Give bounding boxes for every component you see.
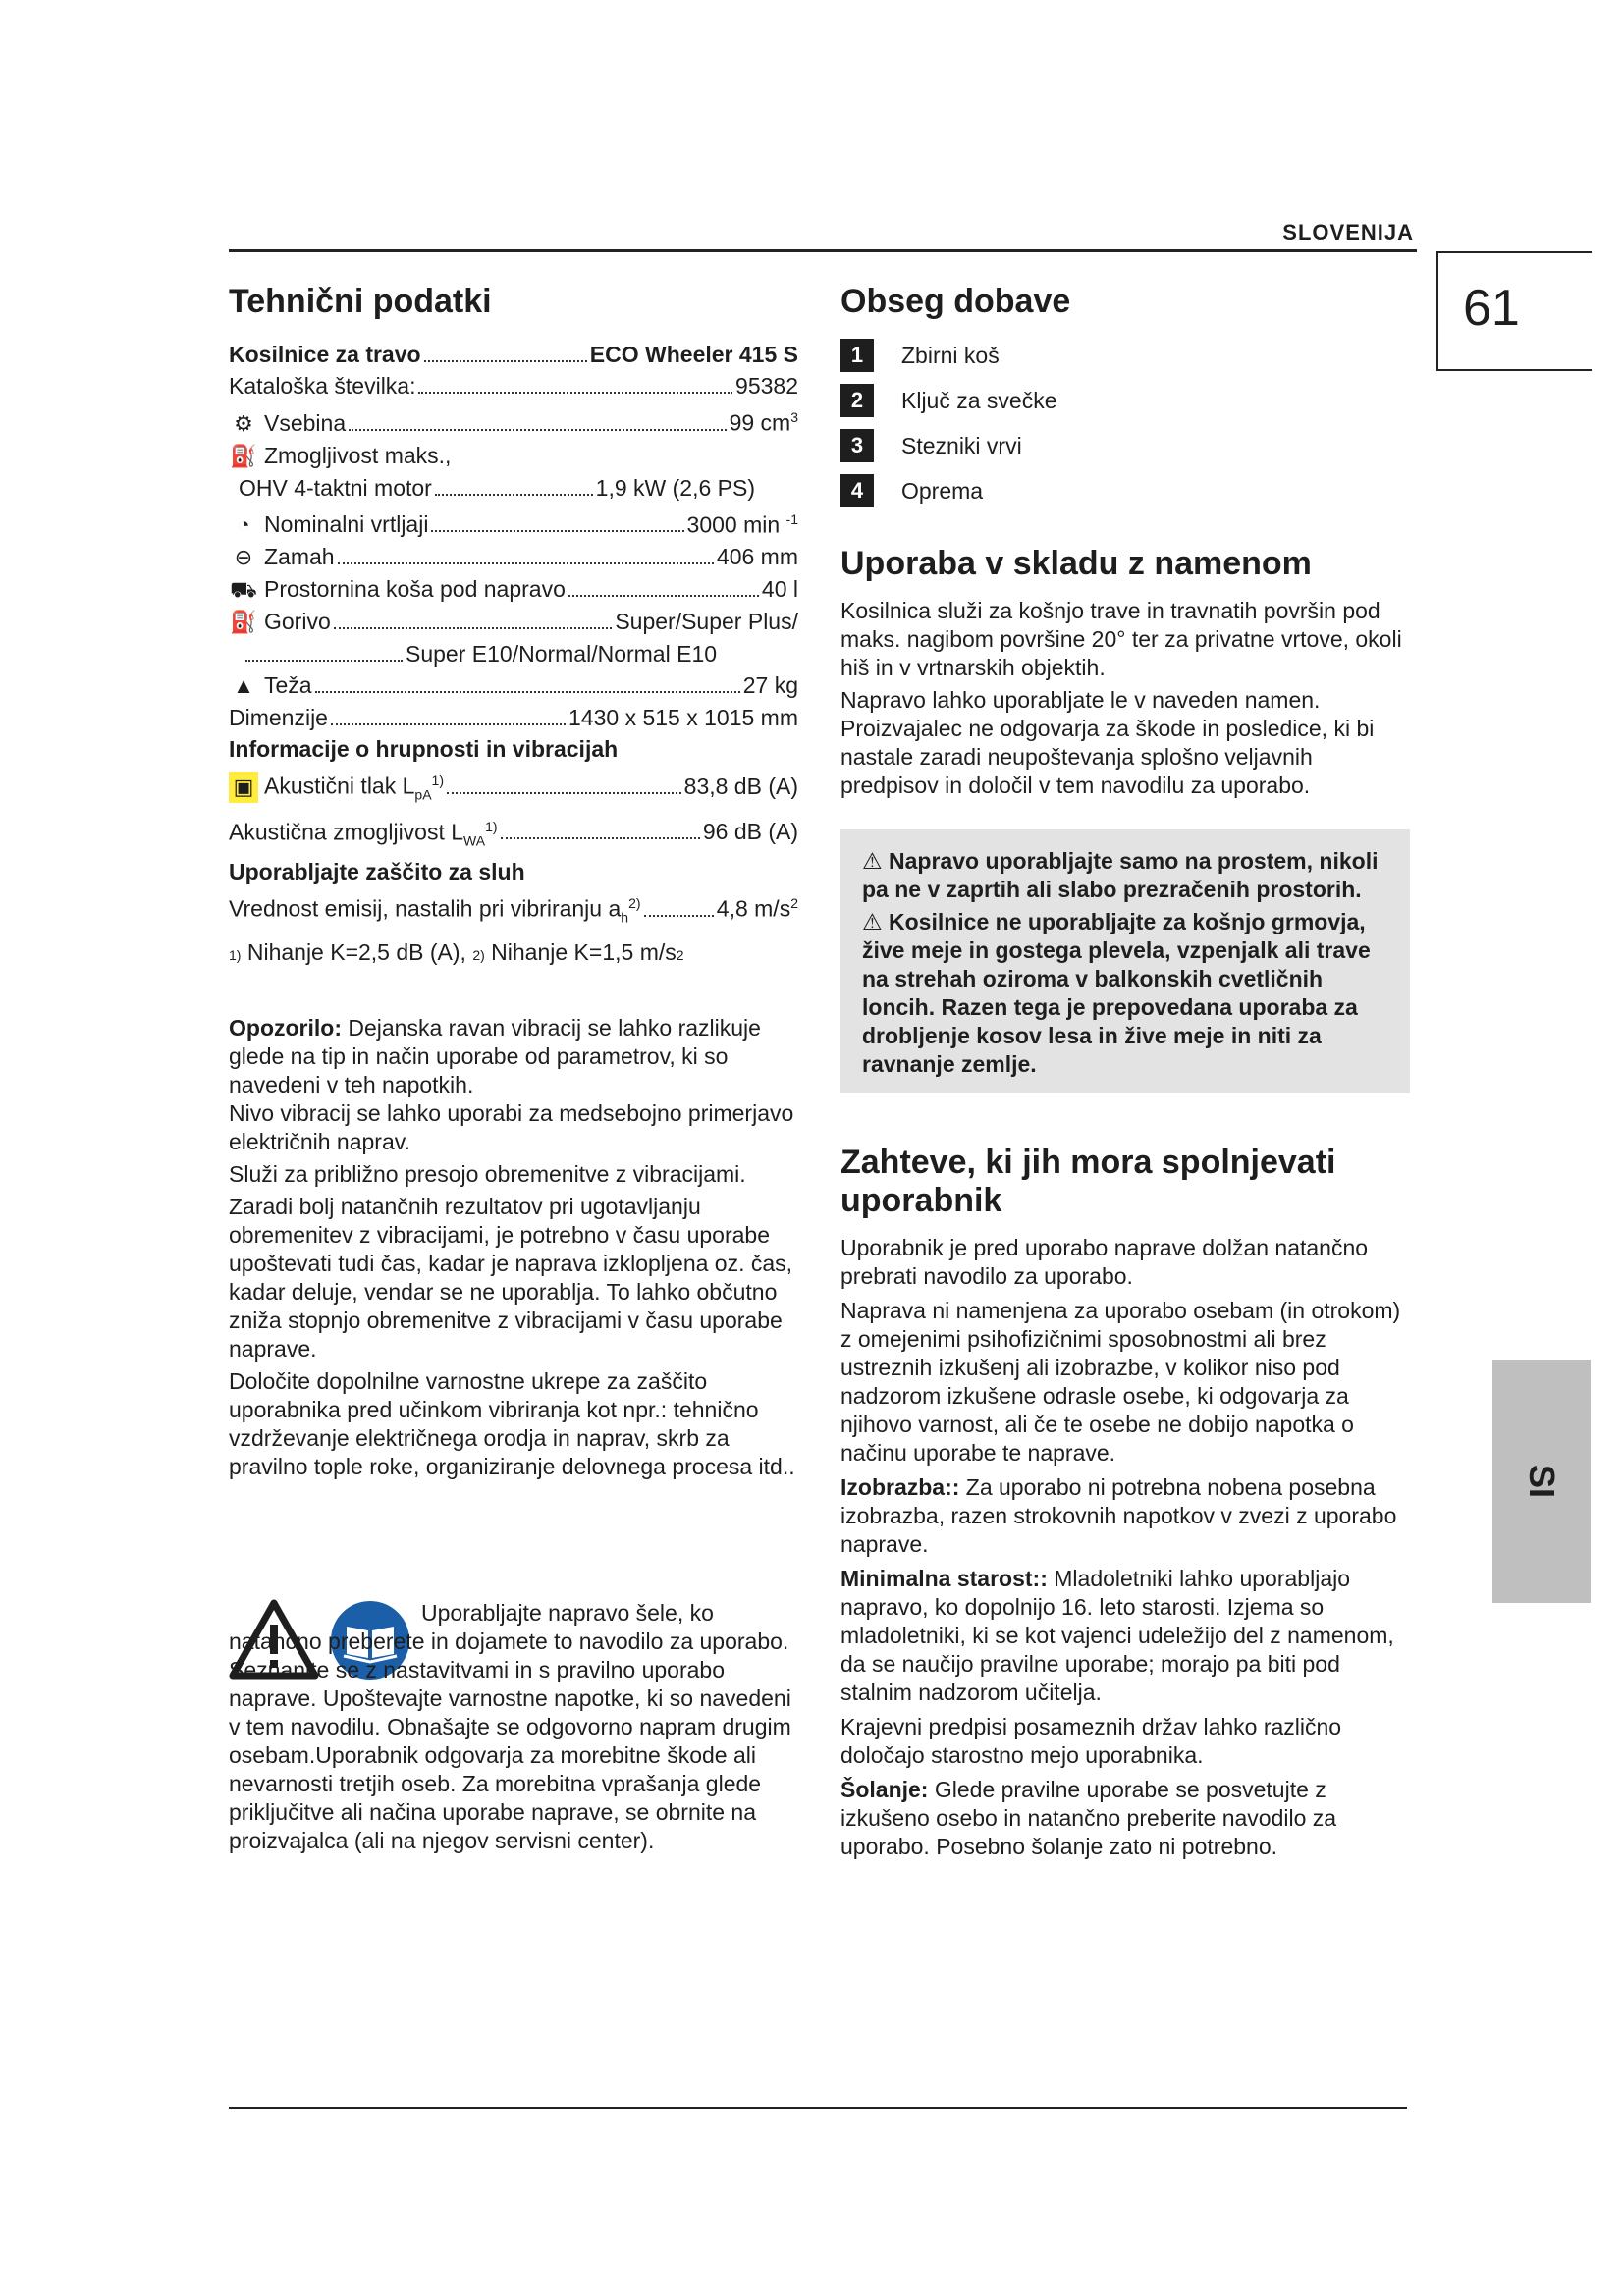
requirements-p2: Naprava ni namenjena za uporabo osebam (in otrokom) z omejenimi psihofizičnimi sposobnostmi ali brez ustreznih izkušenj ali izobrazbe, v kolikor niso pod nadzorom izkušene odrasle osebe, ki odgovarja za njihovo varnost, ali če te osebe ne dobijo napotka o načinu uporabe te naprave. [840, 1298, 1401, 1467]
warning-icon: ⚠ [862, 909, 883, 935]
cut-width-icon: ⊖ [234, 545, 253, 570]
warning-icon: ⚠ [862, 848, 883, 875]
dimensions-row: Dimenzije 1430 x 515 x 1015 mm [229, 705, 798, 731]
rpm-row: ◔ Nominalni vrtljaji 3000 min $^{-1}$ [229, 504, 798, 542]
power-row-2: OHV 4-taktni motor 1,9 kW (2,6 PS) [239, 474, 755, 501]
engine-icon: ⛽ [230, 443, 257, 468]
min-age-para: Minimalna starost:: Mladoletniki lahko uporabljajo napravo, ko dopolnijo 16. leto starosti. Izjema so mladoletniki, ki se kot vajenci udeležijo del z namenom, da se naučijo pravilne uporabe; morajo pa biti pod stalnim nadzorom učitelja. [840, 1566, 1394, 1706]
language-tab [1492, 1360, 1591, 1603]
power-row-1: ⛽ Zmogljivost maks., [229, 440, 798, 472]
weight-icon: ▲ [233, 673, 254, 699]
requirements-p1: Uporabnik je pred uporabo naprave dolžan natančno prebrati navodilo za uporabo. [840, 1235, 1369, 1290]
training-para: Šolanje: Glede pravilne uporabe se posvetujte z izkušeno osebo in natančno preberite navodilo za uporabo. Posebno šolanje zato ni potrebno. [840, 1777, 1337, 1860]
scope-item: 1 Zbirni koš [840, 333, 1410, 378]
manual-notice-text: Uporabljajte napravo šele, ko natančno preberete in dojamete to navodilo za uporabo. Seznanite se z nastavitvami in s pravilno uporabo naprave. Upoštevajte varnostne napotke, ki so navedeni v tem navodilu. Obnašajte se odgovorno napram drugim osebam.Uporabnik odgovarja za morebitne škode ali nevarnosti tretjih oseb. Za morebitna vprašanja glede priključitve ali načina uporabe naprave, se obrnite na proizvajalca (ali na njegov servisni center). [229, 1600, 791, 1854]
sound-power-row: Akustična zmogljivost $L_{WA}^{1)}$ 96 dB (A) [229, 818, 798, 848]
vibration-row: Vrednost emisij, nastalih pri vibriranju $a_h^{2)}$ 4,8 $m/s^2$ [229, 894, 798, 926]
sound-icon: ▣ [229, 772, 258, 803]
scope-title: Obseg dobave [840, 283, 1071, 320]
page-number: 61 [1463, 280, 1520, 337]
tech-title: Tehnični podatki [229, 283, 492, 320]
piston-icon: ⚙ [234, 410, 253, 436]
catalog-row: Kataloška številka: 95382 [229, 373, 798, 400]
intended-use-p1: Kosilnica služi za košnjo trave in travnatih površin pod maks. nagibom površine 20° ter za privatne vrtove, okoli hiš in v vrtnarskih objektih. [840, 598, 1402, 681]
scope-list [840, 333, 1410, 513]
left-column [229, 283, 798, 1855]
grass-bag-icon: ⛟ [230, 577, 257, 603]
header-rule [229, 249, 1417, 252]
model-row: Kosilnice za travo ECO Wheeler 415 S [229, 342, 798, 368]
fuel-row: ⛽ Gorivo Super/Super Plus/ [229, 606, 798, 638]
safety-warning-box: ⚠ Napravo uporabljajte samo na prostem, nikoli pa ne v zaprtih ali slabo prezračenih prostorih. ⚠ Kosilnice ne uporabljajte za košnjo grmovja, žive meje in gostega plevela, vzpenjalk ali trave na strehah oziroma v balkonskih cvetličnih loncih. Razen tega je prepovedana uporaba za drobljenje kosov lesa in žive meje in niti za ravnanje zemlje. [840, 829, 1410, 1093]
rpm-icon: ◔ [237, 512, 250, 538]
scope-item: 3 Stezniki vrvi [840, 423, 1410, 468]
local-regulations-para: Krajevni predpisi posameznih držav lahko različno določajo starostno mejo uporabnika. [840, 1714, 1342, 1769]
right-column [840, 283, 1410, 1861]
sound-pressure-row: ▣ Akustični tlak $L_{pA}^{1)}$ 83,8 dB (A) [229, 765, 798, 810]
fuel-pump-icon: ⛽ [230, 610, 257, 635]
footer-rule [229, 2107, 1407, 2109]
weight-row: ▲ Teža 27 kg [229, 669, 798, 702]
bag-row: ⛟ Prostornina koša pod napravo 40 l [229, 573, 798, 606]
footnotes: 1) Nihanje K=2,5 dB (A), 2) Nihanje K=1,5 m/s 2 [229, 939, 684, 966]
scope-item: 4 Oprema [840, 468, 1410, 513]
scope-item: 2 Ključ za svečke [840, 378, 1410, 423]
requirements-title: Zahteve, ki jih mora spolnjevati uporabnik [840, 1144, 1336, 1220]
cut-width-row: ⊖ Zamah 406 mm [229, 541, 798, 573]
intended-use-title: Uporaba v skladu z namenom [840, 545, 1312, 583]
language-tab-label: SI [1522, 1464, 1562, 1499]
ear-protection-heading: Uporabljajte zaščito za sluh [229, 858, 525, 884]
vibration-warning: Opozorilo: Dejanska ravan vibracij se lahko razlikuje glede na tip in način uporabe od parametrov, ki so navedeni v teh napotkih. Nivo vibracij se lahko uporabi za medsebojno primerjavo električnih naprav. Služi za približno presojo obremenitve z vibracijami. Zaradi bolj natančnih rezultatov pri ugotavljanju obremenitev z vibracijami, je potrebno v času uporabe upoštevati tudi čas, kadar je naprava izklopljena oz. čas, kadar deluje, vendar se ne uporablja. To lahko občutno zniža stopnjo obremenitve z vibracijami v času uporabe naprave. Določite dopolnilne varnostne ukrepe za zaščito uporabnika pred učinkom vibriranja kot npr.: tehnično vzdrževanje električnega orodja in naprav, skrb za pravilno tople roke, organiziranje delovnega procesa itd.. [229, 1015, 795, 1480]
volume-row: ⚙ Vsebina 99 $cm^3$ [229, 401, 798, 440]
education-para: Izobrazba:: Za uporabo ni potrebna nobena posebna izobrazba, razen strokovnih napotkov v zvezi z uporabo naprave. [840, 1474, 1397, 1558]
fuel-row-2: Super E10/Normal/Normal E10 [229, 638, 798, 669]
region-label: SLOVENIJA [1282, 220, 1414, 244]
intended-use-p2: Napravo lahko uporabljate le v naveden namen. Proizvajalec ne odgovarja za škode in posledice, ki bi nastale zaradi neupoštevanja splošno veljavnih predpisov in določil v tem navodilu za uporabo. [840, 687, 1375, 799]
noise-heading: Informacije o hrupnosti in vibracijah [229, 736, 619, 763]
